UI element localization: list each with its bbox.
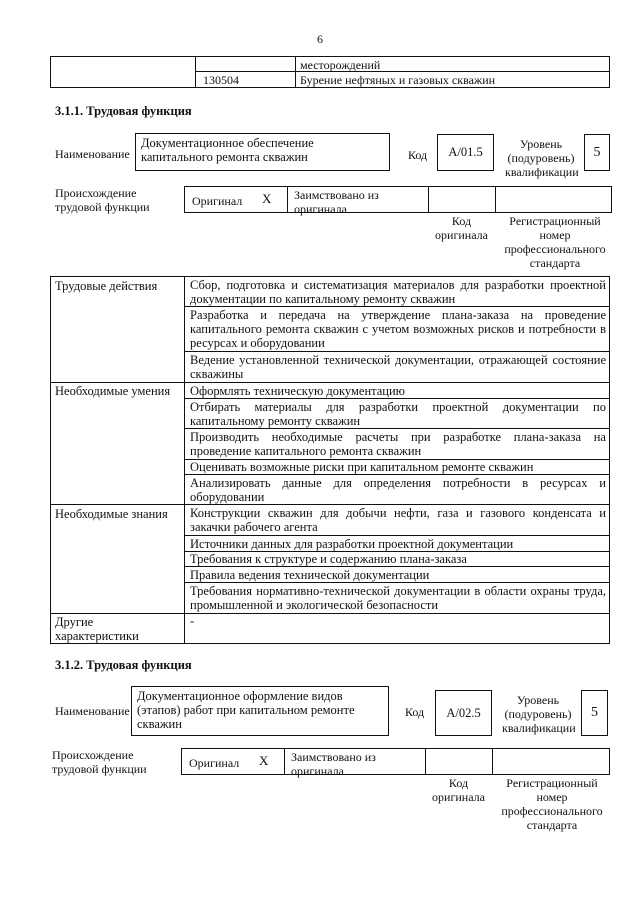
skill-item: Оценивать возможные риски при капитальном ремонте скважин bbox=[190, 460, 534, 474]
skill-item: Производить необходимые расчеты при разработке плана-заказа на проведение капитального ремонта скважин bbox=[190, 430, 606, 458]
code-label: Код bbox=[405, 705, 425, 719]
level-value: 5 bbox=[581, 690, 608, 736]
code-original-label: Код оригинала bbox=[435, 214, 488, 242]
borrowed-label: Заимствовано из оригинала bbox=[294, 188, 379, 216]
top-cell-code: 130504 bbox=[203, 73, 239, 87]
action-item: Сбор, подготовка и систематизация материалов для разработки проектной документации по капитальному ремонту скважин bbox=[190, 278, 606, 306]
knowledge-item: Источники данных для разработки проектной документации bbox=[190, 537, 514, 551]
borrowed-label: Заимствовано из оригинала bbox=[291, 750, 376, 778]
knowledge-item: Требования к структуре и содержанию плана-заказа bbox=[190, 552, 467, 566]
original-mark: X bbox=[259, 753, 269, 768]
section-title-other: Другие характеристики bbox=[55, 615, 139, 643]
skill-item: Отбирать материалы для разработки проектной документации по капитальному ремонту скважин bbox=[190, 400, 606, 428]
name-label: Наименование bbox=[55, 147, 130, 161]
knowledge-item: Конструкции скважин для добычи нефти, газа и газового конденсата и закачки рабочего агента bbox=[190, 506, 606, 534]
origin-label: Происхождение трудовой функции bbox=[55, 186, 150, 214]
function-name: Документационное обеспечение капитального ремонта скважин bbox=[135, 133, 390, 171]
skill-item: Оформлять техническую документацию bbox=[190, 384, 406, 398]
original-label: Оригинал bbox=[189, 756, 240, 770]
skill-item: Анализировать данные для определения потребности в ресурсах и оборудовании bbox=[190, 476, 606, 504]
knowledge-item: Правила ведения технической документации bbox=[190, 568, 430, 582]
other-item: - bbox=[190, 614, 195, 628]
code-label: Код bbox=[408, 148, 428, 162]
section-title-knowledge: Необходимые знания bbox=[55, 507, 168, 521]
original-label: Оригинал bbox=[192, 194, 243, 208]
level-label: Уровень (подуровень) квалификации bbox=[505, 137, 579, 179]
section-title-skills: Необходимые умения bbox=[55, 384, 171, 398]
top-cell-drilling: Бурение нефтяных и газовых скважин bbox=[300, 73, 496, 87]
name-label: Наименование bbox=[55, 704, 130, 718]
top-cell-deposits: месторождений bbox=[300, 58, 381, 72]
section-title-actions: Трудовые действия bbox=[55, 279, 158, 293]
function-name: Документационное оформление видов (этапов) работ при капитальном ремонте скважин bbox=[131, 686, 389, 736]
function-code: А/01.5 bbox=[437, 134, 494, 171]
knowledge-item: Требования нормативно-технической документации в области охраны труда, промышленной и экологической безопасности bbox=[190, 584, 606, 612]
reg-number-label: Регистрационный номер профессионального стандарта bbox=[504, 214, 606, 270]
code-original-label: Код оригинала bbox=[432, 776, 485, 804]
function-heading-1: 3.1.1. Трудовая функция bbox=[55, 104, 192, 118]
action-item: Ведение установленной технической документации, отражающей состояние скважины bbox=[190, 353, 606, 381]
original-mark: X bbox=[262, 191, 272, 206]
function-heading-2: 3.1.2. Трудовая функция bbox=[55, 658, 192, 672]
action-item: Разработка и передача на утверждение плана-заказа на проведение капитального ремонта скважин с учетом возможных рисков и потребности в ресурсах и оборудовании bbox=[190, 308, 606, 350]
page-number: 6 bbox=[317, 32, 323, 46]
origin-label: Происхождение трудовой функции bbox=[52, 748, 147, 776]
level-label: Уровень (подуровень) квалификации bbox=[502, 693, 576, 735]
level-value: 5 bbox=[584, 134, 610, 171]
reg-number-label: Регистрационный номер профессионального стандарта bbox=[501, 776, 603, 832]
function-code: А/02.5 bbox=[435, 690, 492, 736]
